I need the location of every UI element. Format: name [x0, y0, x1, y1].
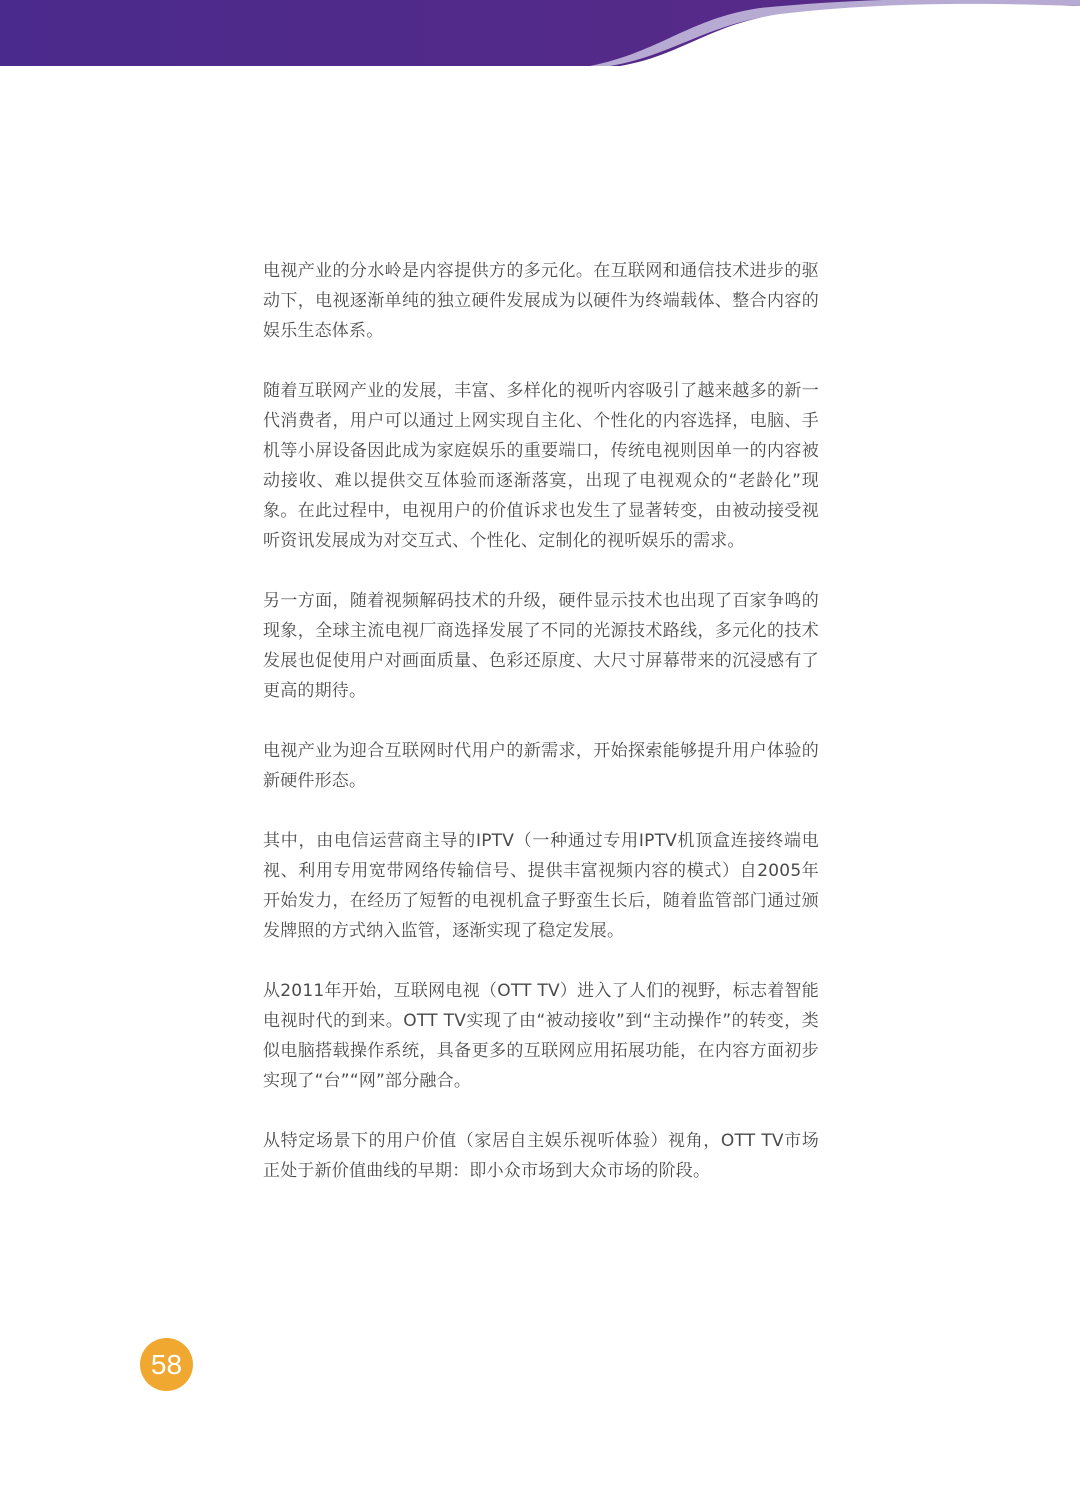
paragraph-4: 电视产业为迎合互联网时代用户的新需求，开始探索能够提升用户体验的新硬件形态。: [263, 741, 819, 791]
paragraph-5: 其中，由电信运营商主导的IPTV（一种通过专用IPTV机顶盒连接终端电视、利用专用宽带网络传输信号、提供丰富视频内容的模式）自2005年开始发力，在经历了短暂的电视机盒子野蛮生长后，随着监管部门通过颁发牌照的方式纳入监管，逐渐实现了稳定发展。: [263, 831, 819, 941]
page-number-badge: 58: [140, 1338, 193, 1391]
paragraph-1: 电视产业的分水岭是内容提供方的多元化。在互联网和通信技术进步的驱动下，电视逐渐单纯的独立硬件发展成为以硬件为终端载体、整合内容的娱乐生态体系。: [263, 261, 819, 341]
paragraph-2: 随着互联网产业的发展，丰富、多样化的视听内容吸引了越来越多的新一代消费者，用户可以通过上网实现自主化、个性化的内容选择，电脑、手机等小屏设备因此成为家庭娱乐的重要端口，传统电视则因单一的内容被动接收、难以提供交互体验而逐渐落寞，出现了电视观众的“老龄化”现象。在此过程中，电视用户的价值诉求也发生了显著转变，由被动接受视听资讯发展成为对交互式、个性化、定制化的视听娱乐的需求。: [263, 381, 819, 551]
paragraph-6: 从2011年开始，互联网电视（OTT TV）进入了人们的视野，标志着智能电视时代的到来。OTT TV实现了由“被动接收”到“主动操作”的转变，类似电脑搭载操作系统，具备更多的互联网应用拓展功能，在内容方面初步实现了“台”“网”部分融合。: [263, 981, 819, 1091]
paragraph-3: 另一方面，随着视频解码技术的升级，硬件显示技术也出现了百家争鸣的现象，全球主流电视厂商选择发展了不同的光源技术路线，多元化的技术发展也促使用户对画面质量、色彩还原度、大尺寸屏幕带来的沉浸感有了更高的期待。: [263, 591, 819, 701]
paragraph-7: 从特定场景下的用户价值（家居自主娱乐视听体验）视角，OTT TV市场正处于新价值曲线的早期：即小众市场到大众市场的阶段。: [263, 1131, 819, 1181]
body-text: [263, 256, 819, 1216]
header-band: [0, 0, 1080, 66]
